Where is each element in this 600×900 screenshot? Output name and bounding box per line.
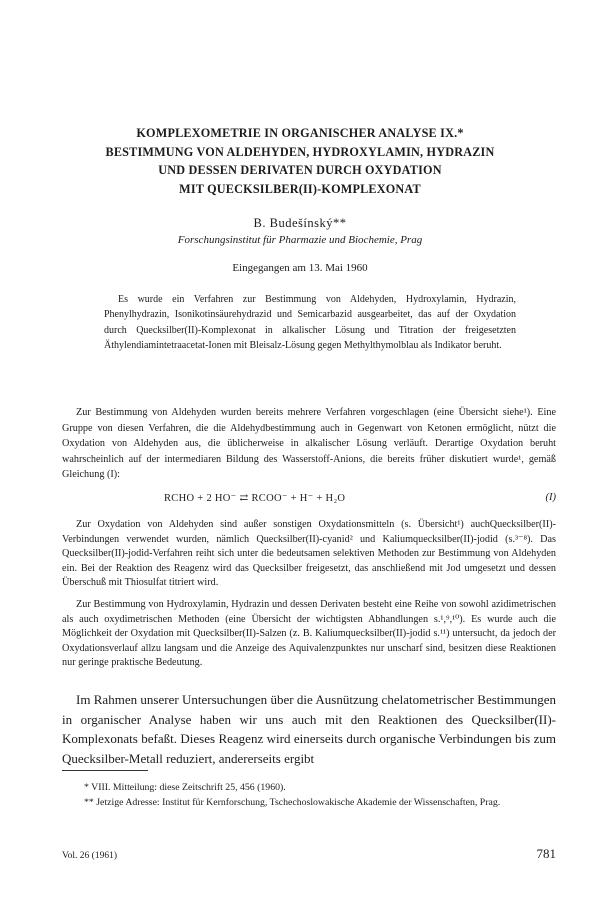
body-paragraph: Zur Bestimmung von Hydroxylamin, Hydrazin und dessen Derivaten besteht eine Reihe von sowohl azidimetrischen als auch oxydimetrischen Methoden (eine Übersicht der wichtigsten Abhandlungen s.¹,⁹,¹⁰). Es wurde auch die Möglichkeit der Oxydation mit Quecksilber(II)-Salzen (z. B. Kaliumquecksilber(II)-jodid s.¹¹) untersucht, da jedoch der Oxydationsverlauf allzu langsam und die Anzeige des Aquivalenzpunktes nur unscharf sind, besitzen diese Reaktionen nur geringe praktische Bedeutung.: [62, 599, 556, 669]
title-line: UND DESSEN DERIVATEN DURCH OXYDATION: [158, 163, 442, 177]
footnote: ** Jetzige Adresse: Institut für Kernforschung, Tschechoslowakische Akademie der Wissenschaften, Prag.: [84, 797, 501, 808]
author-name: B. Budešínský**: [253, 216, 347, 230]
abstract-paragraph: Es wurde ein Verfahren zur Bestimmung von Aldehyden, Hydroxylamin, Hydrazin, Phenylhydrazin, Isonikotinsäurehydrazid und Semicarbazid ausgearbeitet, das auf der Oxydation durch Quecksilber(II)-Komplexonat in alkalischer Lösung und Titration der freigesetzten Äthylendiamintetraacetat-Ionen mit Bleisalz-Lösung gegen Methylthymolblau als Indikator beruht.: [104, 294, 516, 351]
footnote-divider: [62, 770, 148, 771]
body-paragraph: Zur Bestimmung von Aldehyden wurden bereits mehrere Verfahren vorgeschlagen (eine Übersicht siehe¹). Eine Gruppe von diesen Verfahren, die die Aldehydbestimmung auch in Gegenwart von Ketonen ermöglicht, nützt die Oxydation von Aldehyden aus, die üblicherweise in alkalischer Lösung verläuft. Derartige Oxydation beruht wahrscheinlich auf der intermediaren Bildung des Wasserstoff-Anions, die bereits früher diskutiert wurde¹, gemäß Gleichung (I):: [62, 407, 556, 481]
author-affiliation: Forschungsinstitut für Pharmazie und Biochemie, Prag: [177, 234, 423, 246]
footnotes: [62, 780, 556, 810]
title-line: KOMPLEXOMETRIE IN ORGANISCHER ANALYSE IX.*: [136, 126, 464, 140]
footnote: * VIII. Mitteilung: diese Zeitschrift 25, 456 (1960).: [84, 782, 286, 793]
equation: [62, 492, 556, 510]
title-line: MIT QUECKSILBER(II)-KOMPLEXONAT: [179, 181, 421, 196]
equation-formula: RCHO + 2 HO⁻ ⇄ RCOO⁻ + H⁻ + H₂O: [164, 493, 346, 504]
body-paragraph: Zur Oxydation von Aldehyden sind außer sonstigen Oxydationsmitteln (s. Übersicht¹) auchQuecksilber(II)-Verbindungen verwendet wurden, nämlich Quecksilber(II)-cyanid² und Kaliumquecksilber(II)-jodid (s.³⁻⁸). Das Quecksilber(II)-jodid-Verfahren reiht sich unter die bedeutsamen selektiven Methoden zur Bestimmung von Aldehyden ein. Bei der Reaktion des Reagenz wird das Quecksilber freigesetzt, das anschließend mit Jod umgesetzt und dessen Überschuß mit Thiosulfat titriert wird.: [62, 519, 556, 589]
equation-number: (I): [545, 492, 556, 503]
journal-volume: Vol. 26 (1961): [62, 851, 117, 861]
page-number: 781: [536, 846, 556, 861]
title-line: BESTIMMUNG VON ALDEHYDEN, HYDROXYLAMIN, HYDRAZIN: [105, 144, 495, 159]
received-date: Eingegangen am 13. Mai 1960: [232, 262, 368, 274]
article-title: [60, 124, 540, 198]
body-paragraph-large: Im Rahmen unserer Untersuchungen über die Ausnützung chelatometrischer Bestimmungen in organischer Analyse haben wir uns auch mit den Reaktionen des Quecksilber(II)-Komplexonats befaßt. Dieses Reagenz wird einerseits durch organische Verbindungen bis zum Quecksilber-Metall reduziert, andererseits ergibt: [62, 692, 556, 766]
